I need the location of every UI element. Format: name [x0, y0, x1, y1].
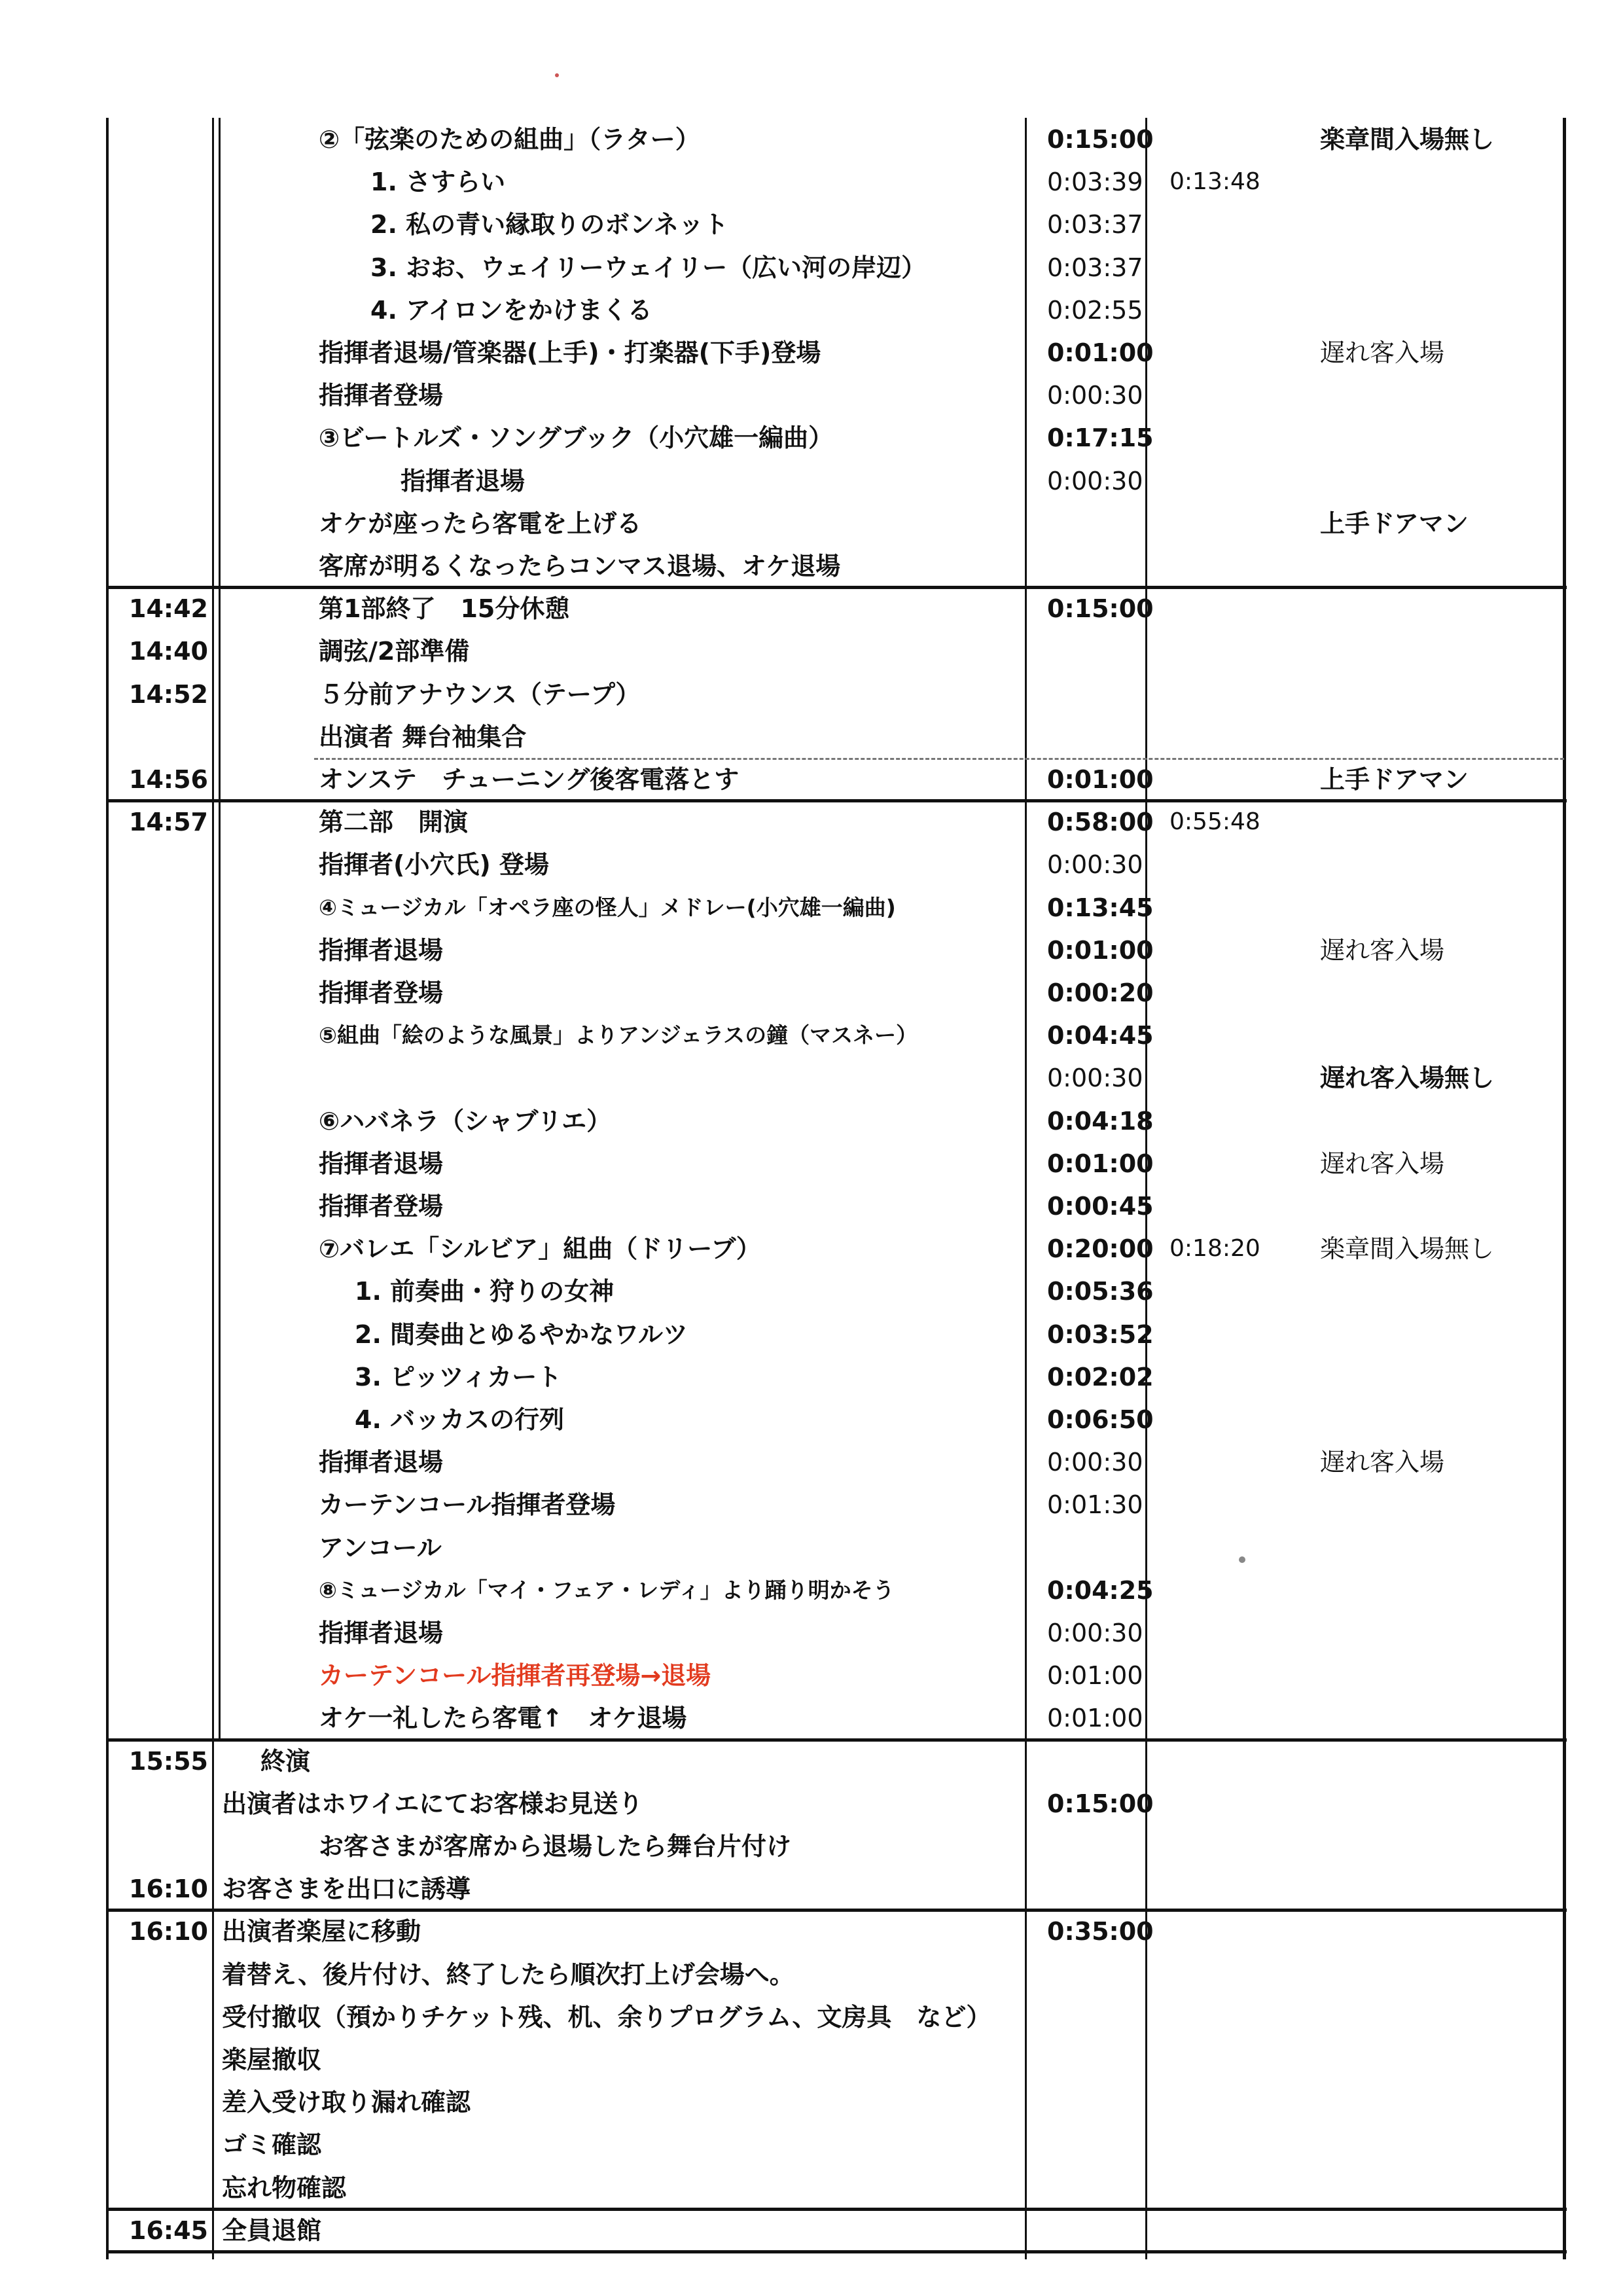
table-row [106, 1441, 1567, 1484]
row-duration: 0:01:30 [1047, 1490, 1143, 1520]
table-row [106, 1014, 1567, 1057]
row-item: ④ミュージカル「オペラ座の怪人」メドレー(小穴雄一編曲) [319, 894, 896, 920]
row-item: 1. 前奏曲・狩りの女神 [355, 1277, 615, 1306]
row-time: 16:45 [129, 2215, 208, 2245]
table-row [106, 673, 1567, 716]
table-row [106, 758, 1567, 801]
table-row [106, 1696, 1567, 1740]
row-item: お客さまが客席から退場したら舞台片付け [319, 1832, 792, 1861]
row-item: ③ビートルズ・ソングブック（小穴雄一編曲） [319, 423, 834, 453]
row-duration: 0:02:02 [1047, 1362, 1154, 1391]
row-item: 2. 間奏曲とゆるやかなワルツ [355, 1319, 688, 1349]
row-time: 14:57 [129, 808, 208, 837]
table-row [106, 1227, 1567, 1270]
row-note: 楽章間入場無し [1320, 1234, 1495, 1264]
row-time: 15:55 [129, 1746, 208, 1776]
table-row [106, 1996, 1567, 2039]
row-duration: 0:02:55 [1047, 295, 1143, 325]
row-note: 遅れ客入場 [1320, 338, 1445, 367]
table-row [106, 2038, 1567, 2081]
row-item: 出演者楽屋に移動 [222, 1917, 421, 1946]
table-row [106, 1910, 1567, 1953]
row-duration: 0:20:00 [1047, 1234, 1154, 1264]
row-time: 14:42 [129, 594, 208, 624]
row-item: オンステ チューニング後客電落とす [319, 765, 740, 794]
row-item: 第1部終了 15分休憩 [319, 594, 570, 624]
row-duration: 0:01:00 [1047, 935, 1154, 965]
row-duration: 0:00:30 [1047, 381, 1143, 410]
table-row [106, 630, 1567, 673]
row-item: 忘れ物確認 [222, 2173, 347, 2202]
table-row [106, 160, 1567, 204]
row-duration: 0:00:30 [1047, 1064, 1143, 1093]
table-row [106, 1825, 1567, 1868]
row-note: 遅れ客入場 [1320, 935, 1445, 965]
table-row [106, 374, 1567, 417]
table-row [106, 331, 1567, 374]
table-row [106, 1355, 1567, 1399]
row-note: 上手ドアマン [1320, 509, 1469, 538]
scan-speck [1239, 1556, 1245, 1563]
table-row [106, 1740, 1567, 1783]
row-item: 指揮者登場 [319, 1192, 444, 1221]
row-item: カーテンコール指揮者登場 [319, 1490, 616, 1520]
row-note: 遅れ客入場無し [1320, 1064, 1495, 1093]
row-item: 指揮者登場 [319, 978, 444, 1007]
section-divider [106, 2250, 1567, 2253]
row-item: オケが座ったら客電を上げる [319, 509, 642, 538]
table-row [106, 1867, 1567, 1910]
row-duration: 0:01:00 [1047, 338, 1154, 367]
row-time: 14:56 [129, 765, 208, 794]
row-item: 指揮者退場 [319, 1619, 444, 1647]
row-duration: 0:13:45 [1047, 893, 1154, 922]
row-duration: 0:00:30 [1047, 1448, 1143, 1477]
row-note: 上手ドアマン [1320, 765, 1469, 794]
table-row [106, 246, 1567, 289]
schedule-sheet [106, 118, 1567, 2259]
row-duration: 0:00:20 [1047, 978, 1154, 1007]
row-item: ゴミ確認 [222, 2130, 322, 2160]
table-row [106, 459, 1567, 503]
row-item: 4. アイロンをかけまくる [370, 295, 652, 325]
row-duration: 0:03:39 [1047, 168, 1143, 197]
row-duration: 0:03:52 [1047, 1319, 1154, 1349]
row-duration: 0:15:00 [1047, 1789, 1154, 1818]
row-duration: 0:01:00 [1047, 1704, 1143, 1733]
table-row [106, 1654, 1567, 1697]
row-item: 2. 私の青い縁取りのボンネット [370, 210, 728, 240]
table-row [106, 1142, 1567, 1185]
row-note: 楽章間入場無し [1320, 125, 1495, 154]
row-item: 指揮者退場 [319, 1448, 444, 1477]
row-item: 客席が明るくなったらコンマス退場、オケ退場 [319, 552, 841, 581]
row-item: 全員退館 [222, 2215, 322, 2245]
row-duration: 0:00:30 [1047, 1619, 1143, 1647]
row-duration: 0:15:00 [1047, 125, 1154, 154]
row-item: 差入受け取り漏れ確認 [222, 2088, 471, 2117]
row-item: 指揮者退場 [319, 1149, 444, 1178]
row-duration: 0:58:00 [1047, 808, 1154, 837]
row-time: 16:10 [129, 1874, 208, 1904]
row-duration: 0:06:50 [1047, 1405, 1154, 1434]
row-subtotal: 0:18:20 [1169, 1235, 1260, 1263]
table-row [106, 2123, 1567, 2166]
row-duration: 0:03:37 [1047, 253, 1143, 282]
row-item: 調弦/2部準備 [319, 637, 470, 666]
row-item: 指揮者退場 [319, 935, 444, 965]
table-row [106, 971, 1567, 1014]
table-row [106, 843, 1567, 886]
row-item: 指揮者退場 [401, 466, 526, 495]
row-item: 第二部 開演 [319, 808, 469, 837]
table-row [106, 289, 1567, 332]
row-duration: 0:01:00 [1047, 1149, 1154, 1178]
row-duration: 0:35:00 [1047, 1917, 1154, 1946]
table-row [106, 886, 1567, 929]
table-row [106, 1185, 1567, 1228]
table-row [106, 416, 1567, 459]
row-item: 4. バッカスの行列 [355, 1405, 565, 1434]
table-row [106, 1782, 1567, 1825]
row-time: 16:10 [129, 1917, 208, 1946]
table-row [106, 1056, 1567, 1100]
table-row [106, 1313, 1567, 1356]
row-item: ②「弦楽のための組曲」（ラター） [319, 125, 700, 154]
table-row [106, 715, 1567, 759]
row-item: 出演者 舞台袖集合 [319, 722, 527, 751]
row-duration: 0:01:00 [1047, 765, 1154, 794]
row-item: 着替え、後片付け、終了したら順次打上げ会場へ。 [222, 1960, 794, 1989]
row-item: 指揮者(小穴氏) 登場 [319, 850, 549, 880]
table-row [106, 118, 1567, 161]
row-duration: 0:17:15 [1047, 423, 1154, 453]
table-row [106, 800, 1567, 844]
table-row [106, 1100, 1567, 1143]
row-duration: 0:00:30 [1047, 466, 1143, 495]
table-row [106, 1953, 1567, 1996]
row-item: ⑦バレエ「シルビア」組曲（ドリーブ） [319, 1234, 761, 1264]
row-item: 出演者はホワイエにてお客様お見送り [222, 1789, 643, 1818]
row-item: ⑧ミュージカル「マイ・フェア・レディ」より踊り明かそう [319, 1577, 895, 1603]
row-item: 3. ピッツィカート [355, 1362, 562, 1391]
row-subtotal: 0:55:48 [1169, 808, 1260, 836]
row-item: お客さまを出口に誘導 [222, 1874, 471, 1904]
table-row [106, 1398, 1567, 1441]
row-item: ⑥ハバネラ（シャブリエ） [319, 1106, 612, 1136]
row-duration: 0:00:30 [1047, 850, 1143, 880]
table-row [106, 2209, 1567, 2252]
row-duration: 0:15:00 [1047, 594, 1154, 624]
row-duration: 0:00:45 [1047, 1192, 1154, 1221]
row-time: 14:40 [129, 637, 208, 666]
table-row [106, 1483, 1567, 1526]
table-row [106, 1270, 1567, 1313]
row-duration: 0:04:18 [1047, 1106, 1154, 1136]
row-duration: 0:03:37 [1047, 210, 1143, 240]
row-time: 14:52 [129, 679, 208, 709]
table-row [106, 1526, 1567, 1570]
table-row [106, 203, 1567, 246]
table-row [106, 502, 1567, 545]
row-item: アンコール [319, 1533, 442, 1562]
table-row [106, 545, 1567, 588]
row-item: 3. おお、ウェイリーウェイリー（広い河の岸辺） [370, 253, 927, 282]
row-item: ⑤組曲「絵のような風景」よりアンジェラスの鐘（マスネー） [319, 1022, 918, 1049]
row-note: 遅れ客入場 [1320, 1149, 1445, 1178]
row-item: オケ一礼したら客電↑ オケ退場 [319, 1704, 687, 1733]
row-item: ５分前アナウンス（テープ） [319, 679, 641, 709]
table-row [106, 587, 1567, 630]
table-row [106, 2166, 1567, 2210]
row-duration: 0:01:00 [1047, 1661, 1143, 1691]
row-item: 受付撤収（預かりチケット残、机、余りプログラム、文房具 など） [222, 2002, 991, 2032]
row-item: 指揮者登場 [319, 381, 444, 410]
table-row [106, 929, 1567, 972]
row-duration: 0:04:45 [1047, 1021, 1154, 1050]
row-item: 指揮者退場/管楽器(上手)・打楽器(下手)登場 [319, 338, 821, 367]
row-item: 1. さすらい [370, 168, 506, 197]
table-row [106, 2081, 1567, 2124]
row-duration: 0:04:25 [1047, 1575, 1154, 1605]
table-row [106, 1569, 1567, 1612]
row-subtotal: 0:13:48 [1169, 168, 1260, 196]
row-item: 終演 [260, 1746, 311, 1776]
row-duration: 0:05:36 [1047, 1277, 1154, 1306]
row-item: 楽屋撤収 [222, 2045, 322, 2074]
table-row [106, 1611, 1567, 1655]
row-note: 遅れ客入場 [1320, 1448, 1445, 1477]
scan-speck [555, 73, 559, 77]
row-item: カーテンコール指揮者再登場→退場 [319, 1661, 711, 1691]
